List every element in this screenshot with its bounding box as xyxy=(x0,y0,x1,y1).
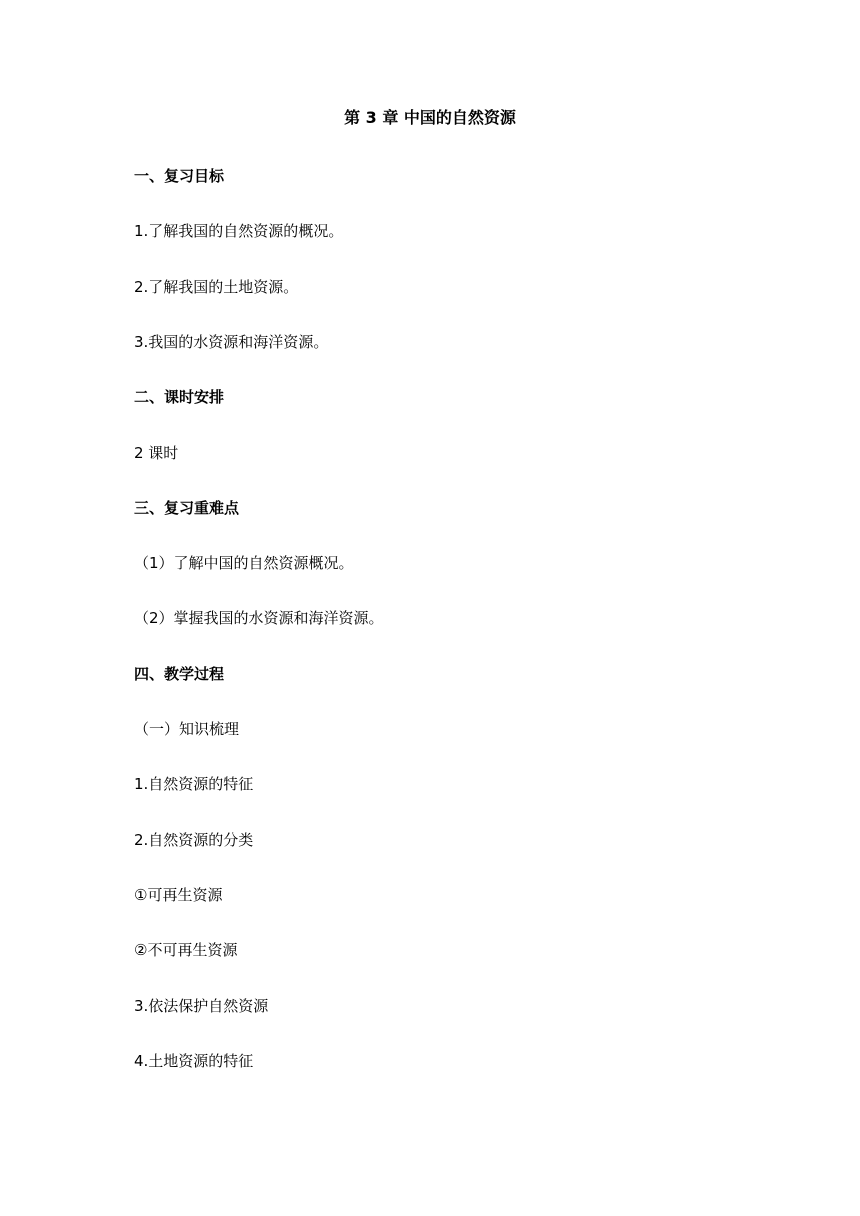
section-heading: 二、课时安排 xyxy=(134,388,225,406)
body-line: 2.自然资源的分类 xyxy=(134,831,254,849)
section-heading: 三、复习重难点 xyxy=(134,499,240,517)
section-heading: 四、教学过程 xyxy=(134,665,225,683)
body-line: （2）掌握我国的水资源和海洋资源。 xyxy=(134,609,384,627)
body-line: ②不可再生资源 xyxy=(134,941,238,959)
body-line: 4.土地资源的特征 xyxy=(134,1052,254,1070)
body-line: 2.了解我国的土地资源。 xyxy=(134,278,299,296)
body-line: 1.自然资源的特征 xyxy=(134,775,254,793)
body-line: （一）知识梳理 xyxy=(134,720,240,738)
body-line: 1.了解我国的自然资源的概况。 xyxy=(134,222,344,240)
body-line: 3.我国的水资源和海洋资源。 xyxy=(134,333,329,351)
section-heading: 一、复习目标 xyxy=(134,167,225,185)
body-line: 2 课时 xyxy=(134,444,179,462)
body-line: 3.依法保护自然资源 xyxy=(134,997,269,1015)
body-line: ①可再生资源 xyxy=(134,886,223,904)
body-line: （1）了解中国的自然资源概况。 xyxy=(134,554,354,572)
document-title: 第 3 章 中国的自然资源 xyxy=(344,108,516,127)
